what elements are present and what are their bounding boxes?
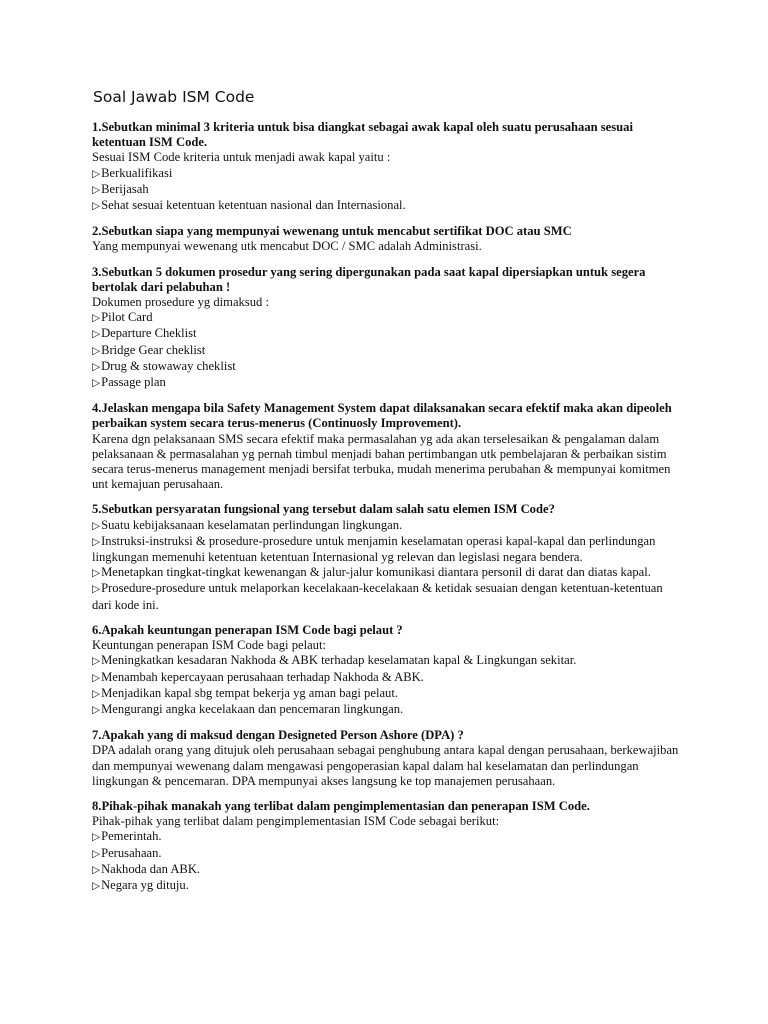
answer-text: Dokumen prosedure yg dimaksud : (92, 295, 269, 310)
triangle-right-icon: ▷ (92, 687, 101, 700)
answer-list-item (92, 518, 682, 534)
list-item-text: Menjadikan kapal sbg tempat bekerja yg aman bagi pelaut. (101, 685, 398, 700)
list-item-text: Departure Cheklist (101, 326, 197, 341)
qa-section (92, 224, 682, 254)
qa-section (92, 401, 682, 492)
qa-section (92, 799, 682, 894)
triangle-right-icon: ▷ (92, 167, 101, 180)
answer-list-item (92, 846, 682, 862)
triangle-right-icon: ▷ (92, 328, 101, 341)
list-item-text: Meningkatkan kesadaran Nakhoda & ABK terhadap keselamatan kapal & Lingkungan sekitar. (101, 653, 577, 668)
qa-section (92, 265, 682, 392)
list-item-text: Menambah kepercayaan perusahaan terhadap Nakhoda & ABK. (101, 669, 424, 684)
triangle-right-icon: ▷ (92, 183, 101, 196)
list-item-text: Drug & stowaway cheklist (101, 358, 236, 373)
answer-list-item (92, 198, 682, 214)
list-item-text: Pemerintah. (101, 829, 162, 844)
list-item-text: Sehat sesuai ketentuan ketentuan nasional dan Internasional. (101, 198, 406, 213)
answer-list-item (92, 686, 682, 702)
question-text: 7.Apakah yang di maksud dengan Designeted Person Ashore (DPA) ? (92, 728, 464, 743)
list-item-text: Perusahaan. (101, 845, 162, 860)
answer-list-item (92, 565, 682, 581)
triangle-right-icon: ▷ (92, 863, 101, 876)
list-item-text: Bridge Gear cheklist (101, 342, 206, 357)
answer-list-item (92, 862, 682, 878)
triangle-right-icon: ▷ (92, 377, 101, 390)
qa-section (92, 728, 682, 789)
question-text: 2.Sebutkan siapa yang mempunyai wewenang untuk mencabut sertifikat DOC atau SMC (92, 224, 572, 239)
question-text: 5.Sebutkan persyaratan fungsional yang tersebut dalam salah satu elemen ISM Code? (92, 502, 555, 517)
answer-list-item (92, 534, 682, 565)
qa-section (92, 623, 682, 718)
triangle-right-icon: ▷ (92, 655, 101, 668)
question-text: 8.Pihak-pihak manakah yang terlibat dalam pengimplementasian dan penerapan ISM Code. (92, 798, 590, 813)
question-text: 6.Apakah keuntungan penerapan ISM Code bagi pelaut ? (92, 622, 403, 637)
document-title: Soal Jawab ISM Code (93, 88, 255, 106)
list-item-text: Berkualifikasi (101, 165, 173, 180)
triangle-right-icon: ▷ (92, 567, 101, 580)
document-content (92, 120, 682, 904)
answer-list-item (92, 653, 682, 669)
triangle-right-icon: ▷ (92, 671, 101, 684)
qa-section (92, 502, 682, 612)
triangle-right-icon: ▷ (92, 344, 101, 357)
list-item-text: Negara yg dituju. (101, 877, 189, 892)
answer-list-item (92, 326, 682, 342)
answer-list-item (92, 581, 682, 612)
answer-list-item (92, 670, 682, 686)
answer-list-item (92, 310, 682, 326)
triangle-right-icon: ▷ (92, 583, 101, 596)
list-item-text: Passage plan (101, 375, 166, 390)
answer-list-item (92, 166, 682, 182)
triangle-right-icon: ▷ (92, 535, 101, 548)
list-item-text: Suatu kebijaksanaan keselamatan perlindungan lingkungan. (101, 517, 403, 532)
triangle-right-icon: ▷ (92, 360, 101, 373)
answer-text: DPA adalah orang yang ditujuk oleh perusahaan sebagai penghubung antara kapal dengan perusahaan, berkewajiban dan mempunyai wewenang dalam mengawasi pengoperasian kapal dalam hal keselamatan dan perlindungan lingkungan & pencemaran. DPA mempunyai akses langsung ke top manajemen perusahaan. (92, 743, 679, 788)
list-item-text: Pilot Card (101, 310, 153, 325)
triangle-right-icon: ▷ (92, 703, 101, 716)
qa-section (92, 120, 682, 214)
triangle-right-icon: ▷ (92, 312, 101, 325)
answer-list-item (92, 343, 682, 359)
answer-list-item (92, 829, 682, 845)
question-text: 3.Sebutkan 5 dokumen prosedur yang sering dipergunakan pada saat kapal dipersiapkan untuk segera bertolak dari pelabuhan ! (92, 264, 646, 294)
answer-list-item (92, 359, 682, 375)
triangle-right-icon: ▷ (92, 879, 101, 892)
triangle-right-icon: ▷ (92, 847, 101, 860)
list-item-text: Mengurangi angka kecelakaan dan pencemaran lingkungan. (101, 701, 404, 716)
answer-list-item (92, 702, 682, 718)
answer-text: Karena dgn pelaksanaan SMS secara efektif maka permasalahan yg ada akan terselesaikan & pengalaman dalam pelaksanaan & permasalahan yg pernah timbul menjadi bahan pertimbangan utk pembelajaran & perbaikan sistim secara terus-menerus management menjadi bersifat terbuka, mudah menerima perubahan & mempunyai komitmen unt kemajuan perusahaan. (92, 431, 671, 492)
list-item-text: Berijasah (101, 181, 149, 196)
list-item-text: Instruksi-instruksi & prosedure-prosedure untuk menjamin keselamatan operasi kapal-kapal dan perlindungan lingkungan memenuhi ketentuan ketentuan Internasional yg relevan dan legislasi negara bendera. (92, 533, 656, 565)
question-text: 4.Jelaskan mengapa bila Safety Management System dapat dilaksanakan secara efektif maka akan dipeoleh perbaikan system secara terus-menerus (Continuosly Improvement). (92, 401, 672, 431)
answer-text: Sesuai ISM Code kriteria untuk menjadi awak kapal yaitu : (92, 150, 391, 165)
answer-text: Yang mempunyai wewenang utk mencabut DOC / SMC adalah Administrasi. (92, 239, 482, 254)
question-text: 1.Sebutkan minimal 3 kriteria untuk bisa diangkat sebagai awak kapal oleh suatu perusahaan sesuai ketentuan ISM Code. (92, 120, 633, 150)
list-item-text: Nakhoda dan ABK. (101, 861, 201, 876)
triangle-right-icon: ▷ (92, 519, 101, 532)
answer-text: Pihak-pihak yang terlibat dalam pengimplementasian ISM Code sebagai berikut: (92, 814, 500, 829)
answer-list-item (92, 878, 682, 894)
list-item-text: Menetapkan tingkat-tingkat kewenangan & jalur-jalur komunikasi diantara personil di darat dan diatas kapal. (101, 565, 651, 580)
triangle-right-icon: ▷ (92, 831, 101, 844)
answer-list-item (92, 182, 682, 198)
answer-list-item (92, 375, 682, 391)
answer-text: Keuntungan penerapan ISM Code bagi pelaut: (92, 638, 326, 653)
list-item-text: Prosedure-prosedure untuk melaporkan kecelakaan-kecelakaan & ketidak sesuaian dengan ketentuan-ketentuan dari kode ini. (92, 581, 663, 612)
triangle-right-icon: ▷ (92, 200, 101, 213)
